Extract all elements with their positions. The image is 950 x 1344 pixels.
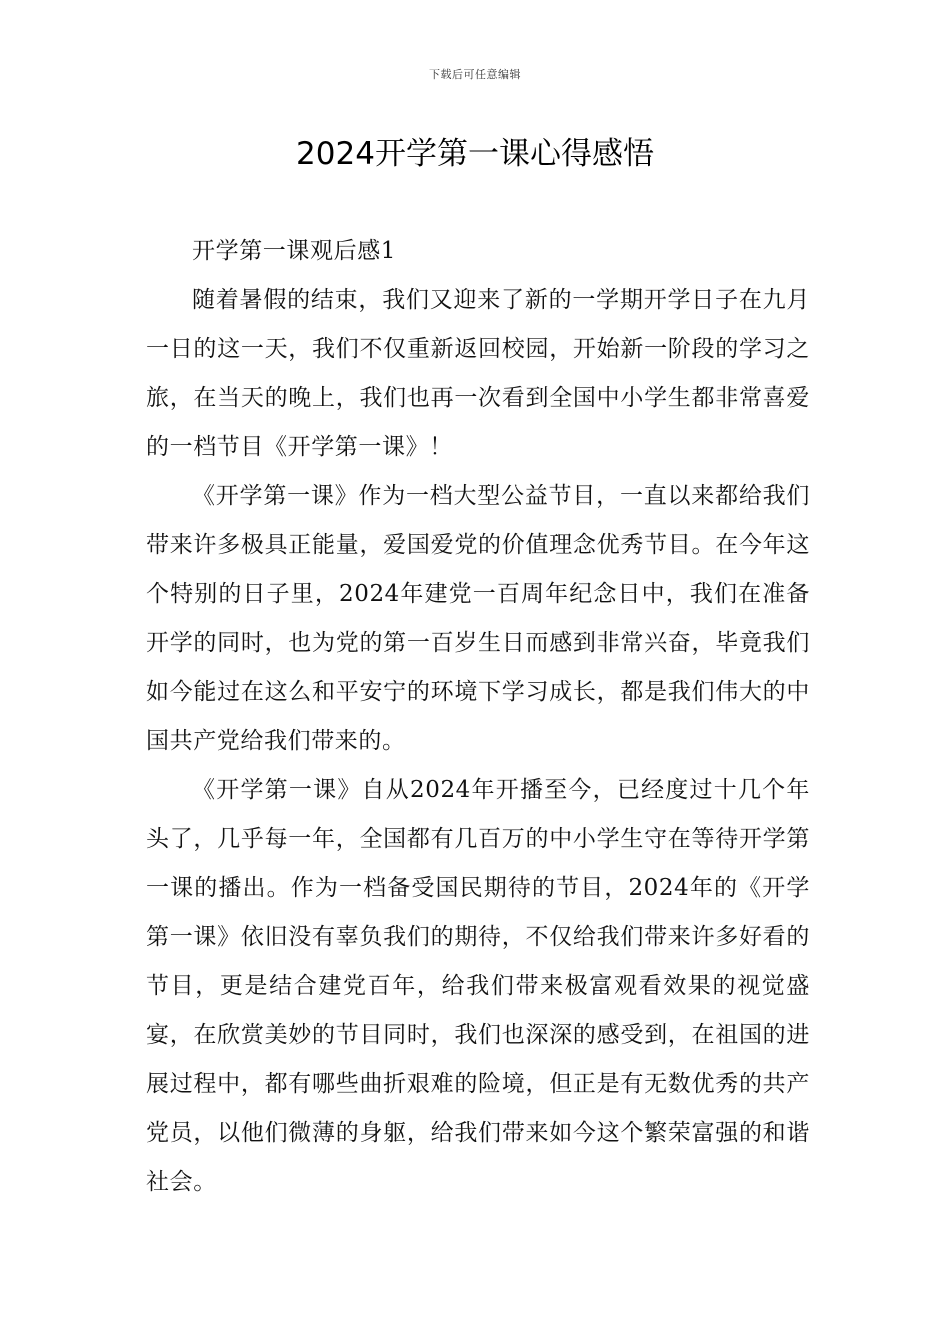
- paragraph-1: 随着暑假的结束，我们又迎来了新的一学期开学日子在九月一日的这一天，我们不仅重新返回校园，开始新一阶段的学习之旅，在当天的晚上，我们也再一次看到全国中小学生都非常喜爱的一档节目《开学第一课》！: [146, 287, 810, 460]
- paragraph-3: 《开学第一课》自从2024年开播至今，已经度过十几个年头了，几乎每一年，全国都有几百万的中小学生守在等待开学第一课的播出。作为一档备受国民期待的节目，2024年的《开学第一课》依旧没有辜负我们的期待，不仅给我们带来许多好看的节目，更是结合建党百年，给我们带来极富观看效果的视觉盛宴，在欣赏美妙的节目同时，我们也深深的感受到，在祖国的进展过程中，都有哪些曲折艰难的险境，但正是有无数优秀的共产党员，以他们微薄的身躯，给我们带来如今这个繁荣富强的和谐社会。: [146, 777, 810, 1195]
- paragraph-2: 《开学第一课》作为一档大型公益节目，一直以来都给我们带来许多极具正能量，爱国爱党的价值理念优秀节目。在今年这个特别的日子里，2024年建党一百周年纪念日中，我们在准备开学的同时，也为党的第一百岁生日而感到非常兴奋，毕竟我们如今能过在这么和平安宁的环境下学习成长，都是我们伟大的中国共产党给我们带来的。: [146, 483, 810, 754]
- header-note: 下载后可任意编辑: [429, 68, 521, 81]
- document-title: 2024开学第一课心得感悟: [296, 136, 654, 172]
- document-body: [146, 227, 810, 1207]
- paragraph-subtitle: 开学第一课观后感1: [192, 238, 397, 264]
